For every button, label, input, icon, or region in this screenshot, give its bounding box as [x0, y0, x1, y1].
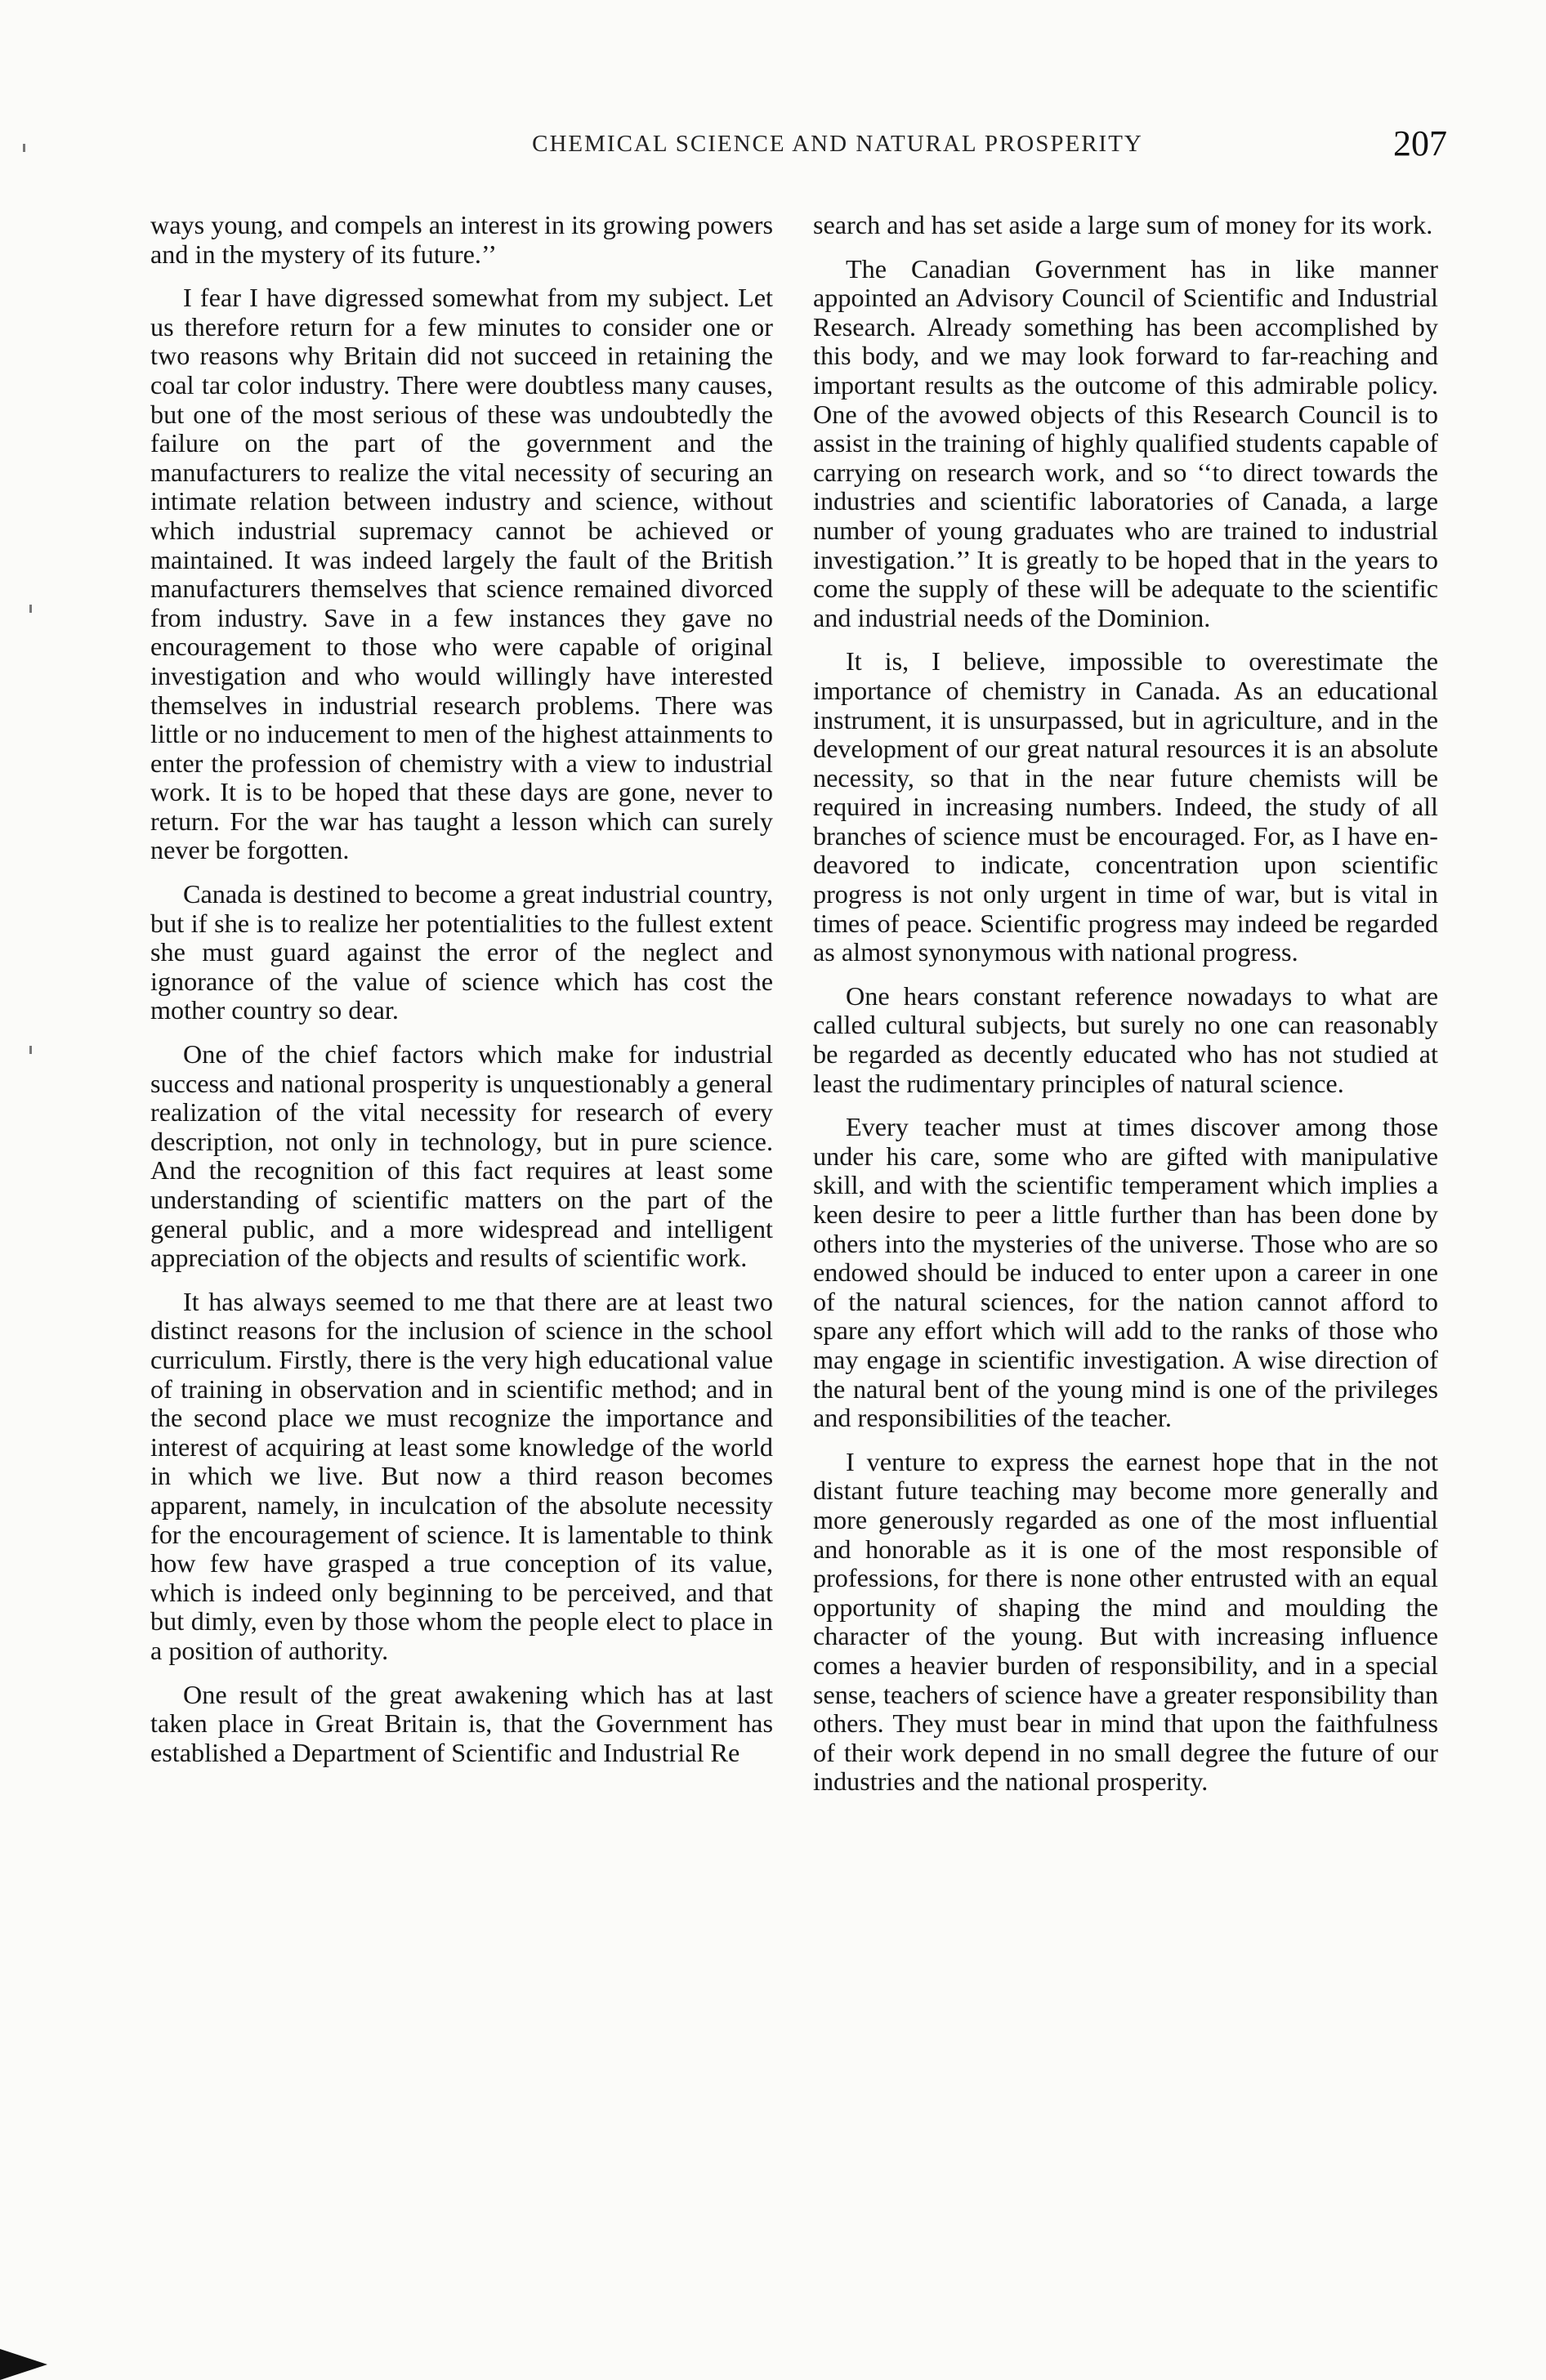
page-edge-arrow-icon — [0, 2349, 47, 2380]
paragraph: It is, I believe, impossible to overestimate the importance of chemistry in Canada. As an educational instrument, it is unsurpassed, but in agriculture, and in the development of our great natural resources it is an absolute necessity, so that in the near future chemists will be required in increasing numbers. Indeed, the study of all branches of science must be encouraged. For, as I have endeavored to indicate, concentration upon scientific progress is not only urgent in time of war, but is vital in times of peace. Scientific progress may indeed be regarded as almost synonymous with national progress. — [813, 646, 1438, 967]
scan-speck — [23, 144, 25, 152]
paragraph: Every teacher must at times discover among those under his care, some who are gifted with manipulative skill, and with the scientific temperament which implies a keen desire to peer a little further than has been done by others into the mysteries of the universe. Those who are so endowed should be induced to enter upon a career in one of the natural sciences, for the nation cannot afford to spare any effort which will add to the ranks of those who may engage in scientific investigation. A wise direction of the natural bent of the young mind is one of the privileges and responsibilities of the teacher. — [813, 1112, 1438, 1433]
scan-speck — [29, 1046, 32, 1054]
running-head-title: CHEMICAL SCIENCE AND NATURAL PROSPERITY — [532, 131, 1143, 157]
paragraph: One result of the great awakening which has at last taken place in Great Britain is, that the Government has established a Department of Scientific and Industrial Re — [150, 1679, 773, 1767]
paragraph: search and has set aside a large sum of money for its work. — [813, 210, 1433, 239]
paragraph: The Canadian Government has in like manner appointed an Advisory Council of Scientific and Industrial Research. Already something has been accomplished by this body, and we may look forward to far-reaching and important results as the outcome of this admirable policy. One of the avowed objects of this Research Council is to assist in the training of highly qualified students capable of carrying on research work, and so ‘‘to direct towards the industries and scientific laboratories of Canada, a large number of young graduates who are trained to industrial investigation.’’ It is greatly to be hoped that in the years to come the supply of these will be adequate to the scientific and industrial needs of the Dominion. — [813, 253, 1438, 632]
paragraph: I venture to express the earnest hope that in the not distant future teaching may become more generally and more generously regarded as one of the most influential and honorable as it is one of the most responsible of professions, for there is none other entrusted with an equal opportunity of shaping the mind and moulding the character of the young. But with increasing influence comes a heavier burden of responsibility, and in a special sense, teachers of science have a greater responsibility than others. They must bear in mind that upon the faithfulness of their work depend in no small degree the future of our industries and the national prosperity. — [813, 1446, 1438, 1797]
paragraph: ways young, and compels an interest in its growing powers and in the mystery of its future.’’ — [150, 210, 773, 269]
paragraph: It has always seemed to me that there are at least two distinct reasons for the inclusion of science in the school curriculum. Firstly, there is the very high educational value of training in observation and in scientific method; and in the second place we must recognize the importance and interest of acquiring at least some knowledge of the world in which we live. But now a third reason becomes apparent, namely, in inculcation of the absolute necessity for the encouragement of science. It is lamentable to think how few have grasped a true conception of its value, which is indeed only beginning to be perceived, and that but dimly, even by those whom the people elect to place in a position of authority. — [150, 1286, 773, 1665]
paragraph: I fear I have digressed somewhat from my subject. Let us therefore return for a few minutes to consider one or two reasons why Britain did not succeed in retaining the coal tar color industry. There were doubtless many causes, but one of the most serious of these was undoubtedly the failure on the part of the government and the manufacturers to realize the vital necessity of securing an intimate relation between industry and science, without which industrial supremacy cannot be achieved or maintained. It was indeed largely the fault of the British manufacturers themselves that science remained divorced from industry. Save in a few instances they gave no encouragement to those who were capable of original investigation and who would willingly have interested themselves in industrial research problems. There was little or no inducement to men of the highest attainments to enter the profession of chemistry with a view to industrial work. It is to be hoped that these days are gone, never to return. For the war has taught a lesson which can surely never be forgotten. — [150, 283, 773, 865]
page-number: 207 — [1393, 123, 1447, 163]
paragraph: Canada is destined to become a great industrial country, but if she is to realize her potentialities to the fullest extent she must guard against the error of the neglect and ignorance of the value of science which has cost the mother country so dear. — [150, 879, 773, 1025]
scan-speck — [29, 605, 32, 613]
right-text-column — [813, 211, 1438, 1797]
paragraph: One hears constant reference nowadays to what are called cultural subjects, but surely no one can reasonably be regarded as decently educated who has not studied at least the rudimentary principles of natural science. — [813, 980, 1438, 1098]
left-text-column — [150, 211, 773, 1767]
paragraph: One of the chief factors which make for industrial success and national prosperity is unquestionably a general realization of the vital necessity for research of every description, not only in technology, but in pure science. And the recognition of this fact requires at least some understanding of scientific matters on the part of the general public, and a more widespread and intelligent appreciation of the objects and results of scientific work. — [150, 1039, 773, 1273]
